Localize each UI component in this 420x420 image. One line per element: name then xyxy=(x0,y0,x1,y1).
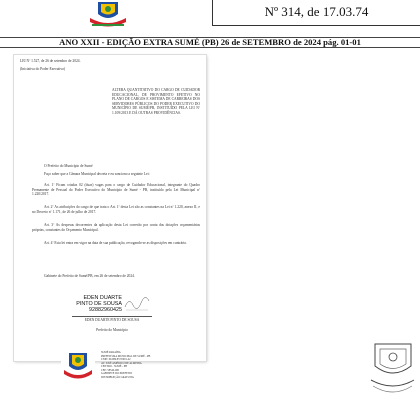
footer-line: CEP: 58540-000 xyxy=(101,368,119,372)
preamble-mayor: O Prefeito do Município de Sumé xyxy=(44,164,93,168)
footer-coat-of-arms-logo xyxy=(61,350,95,384)
footer-address-block xyxy=(101,351,163,379)
signatory-role: Prefeito do Município xyxy=(96,328,128,332)
municipal-coat-of-arms-logo xyxy=(82,0,134,30)
law-ementa: ALTERA QUANTITATIVO DO CARGO DE CUIDADOR EDUCACIONAL, DE PROVIMENTO EFETIVO NO PLANO DE CARGOS E SISTEMA DE CARREIRAS DOS SERVIDORES PÚBLICOS DO PODER EXECUTIVO DO MUNICÍPIO DE SUMÉ/PB, INSTITUÍDO PELA LEI Nº 1.109/2013 E DÁ OUTRAS PROVIDÊNCIAS. xyxy=(112,88,200,115)
footer-seal-stamp xyxy=(365,336,420,406)
law-authorship: (Iniciativa do Poder Executivo) xyxy=(20,67,66,71)
article-3: Art. 3º As despesas decorrentes da aplicação desta Lei correrão por conta das dotações orçamentárias próprias, constantes do Orçamento Municipal. xyxy=(32,223,200,232)
footer-line: SUMÉ PARAÍBA xyxy=(101,351,121,354)
signature-rule xyxy=(72,316,152,317)
signature-id-number: 92882960425 xyxy=(89,307,122,313)
signature-name-line-1: EDEN DUARTE xyxy=(83,295,122,301)
signatory-printed-name: EDEN DUARTE PINTO DE SOUSA xyxy=(84,318,140,322)
header-strip xyxy=(0,0,420,36)
footer-line: PREFEITURA MUNICIPAL DE SUMÉ - PB xyxy=(101,354,151,358)
signature-name-line-2: PINTO DE SOUSA xyxy=(76,301,122,307)
closing-line: Gabinete do Prefeito de Sumé/PB, em 26 de setembro de 2024. xyxy=(44,274,135,278)
article-1: Art. 1º Ficam criadas 02 (duas) vagas para o cargo de Cuidador Educacional, integrante do Quadro Permanente de Pessoal do Poder Executivo do Município de Sumé - PB, instituído pela Lei Municipal nº 1.220/2017. xyxy=(32,183,200,196)
footer-line: CNPJ: 09.089.857/0001-42 xyxy=(101,358,131,361)
registry-box xyxy=(212,0,420,26)
article-2: Art. 2º As atribuições do cargo de que trata o Art. 1º desta Lei são as constantes na Lei nº 1.220, anexo II, e no Decreto nº 1.171, de 26 de julho de 2017. xyxy=(32,205,200,214)
footer-line: CENTRO - SUMÉ - PB xyxy=(101,365,127,368)
footer-line: DISTRIBUIÇÃO GRATUITA xyxy=(101,375,134,379)
footer-line: GABINETE DO PREFEITO xyxy=(101,372,133,375)
document-page xyxy=(14,55,206,361)
edition-bar: ANO XXII - EDIÇÃO EXTRA SUMÉ (PB) 26 de SETEMBRO de 2024 pág. 01-01 xyxy=(0,37,420,48)
footer-line: AV. JOSÉ AMÉRICO DE ALMEIDA xyxy=(101,361,142,365)
article-4: Art. 4º Esta lei entra em vigor na data de sua publicação, revogando-se as disposições em contrário. xyxy=(44,241,188,245)
signature-scribble xyxy=(124,295,150,313)
preamble-enactment: Faço saber que a Câmara Municipal decreta e eu sanciono a seguinte Lei: xyxy=(44,172,150,176)
registry-number: Nº 314, de 17.03.74 xyxy=(264,4,369,19)
law-title: LEI Nº 1.527, de 26 de setembro de 2024. xyxy=(20,59,81,63)
